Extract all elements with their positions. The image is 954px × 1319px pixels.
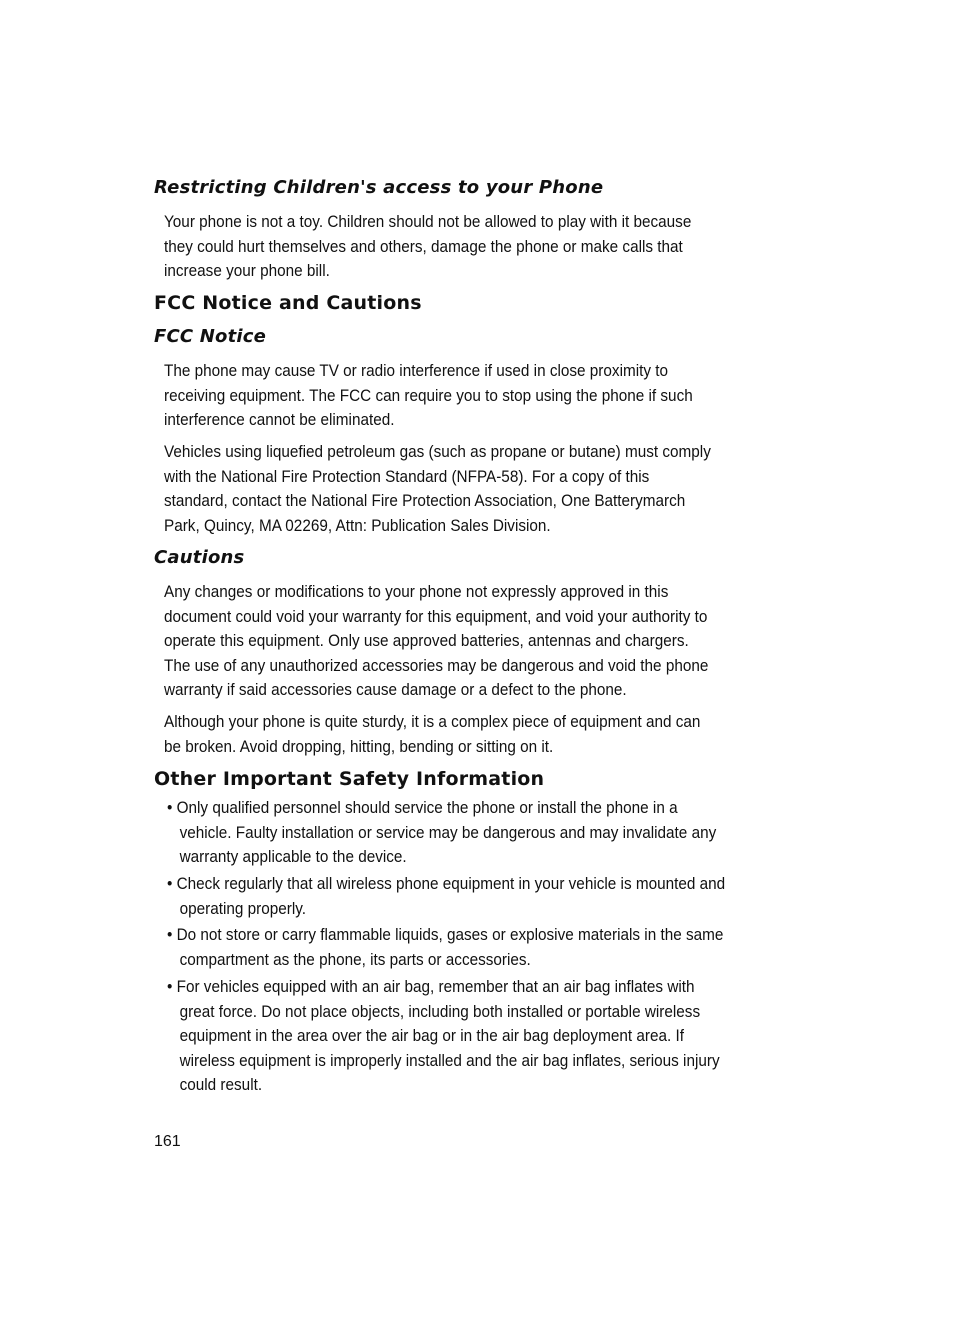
- fcc-notice-and-cautions-heading: FCC Notice and Cautions: [154, 292, 422, 314]
- cautions-heading: Cautions: [154, 547, 245, 568]
- other-safety-info-heading: Other Important Safety Information: [154, 768, 545, 790]
- children-access-paragraph: Your phone is not a toy. Children should not be allowed to play with it because they could hurt themselves and others, damage the phone or make calls that increase your phone bill.: [164, 212, 692, 280]
- children-access-heading: Restricting Children's access to your Phone: [154, 177, 604, 198]
- cautions-paragraph-2: Although your phone is quite sturdy, it is a complex piece of equipment and can be broken. Avoid dropping, hitting, bending or sitting on it.: [164, 712, 701, 756]
- safety-bullet-item: • For vehicles equipped with an air bag, remember that an air bag inflates with great force. Do not place objects, including both installed or portable wireless equipment in the area over the air bag or in the air bag deployment area. If wireless equipment is improperly installed and the air bag inflates, serious injury could result.: [167, 977, 720, 1094]
- fcc-notice-paragraph-2: Vehicles using liquefied petroleum gas (such as propane or butane) must comply with the National Fire Protection Standard (NFPA-58). For a copy of this standard, contact the National Fire Protection Association, One Batterymarch Park, Quincy, MA 02269, Attn: Publication Sales Division.: [164, 442, 711, 535]
- safety-bullet-item: • Check regularly that all wireless phone equipment in your vehicle is mounted and operating properly.: [167, 874, 726, 918]
- fcc-notice-paragraph-1: The phone may cause TV or radio interference if used in close proximity to receiving equipment. The FCC can require you to stop using the phone if such interference cannot be eliminated.: [164, 361, 693, 429]
- safety-bullet-item: • Only qualified personnel should service the phone or install the phone in a vehicle. Faulty installation or service may be dangerous and may invalidate any warranty applicable to the device.: [167, 798, 717, 866]
- safety-bullet-item: • Do not store or carry flammable liquids, gases or explosive materials in the same compartment as the phone, its parts or accessories.: [167, 925, 724, 969]
- fcc-notice-heading: FCC Notice: [154, 326, 267, 347]
- cautions-paragraph-1: Any changes or modifications to your phone not expressly approved in this document could void your warranty for this equipment, and void your authority to operate this equipment. Only use approved batteries, antennas and chargers. The use of any unauthorized accessories may be dangerous and void the phone warranty if said accessories cause damage or a defect to the phone.: [164, 582, 709, 699]
- page-number: 161: [154, 1133, 181, 1150]
